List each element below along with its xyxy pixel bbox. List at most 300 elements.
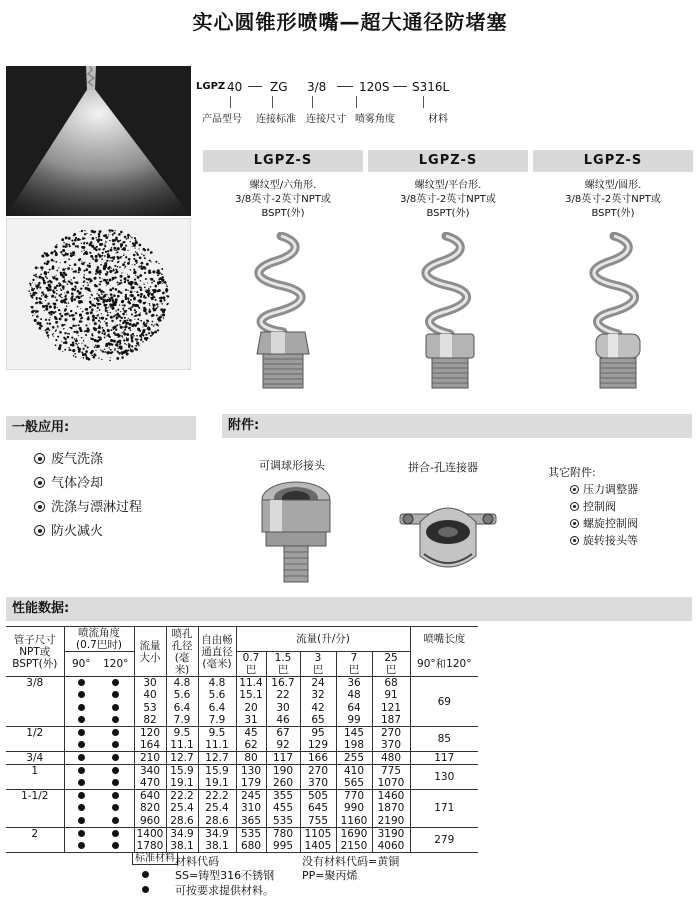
pressure-header xyxy=(372,652,410,677)
filled-dot-icon xyxy=(78,817,85,824)
table-cell: 12.7 xyxy=(198,752,236,765)
nozzle-flat-image xyxy=(410,232,490,392)
table-row xyxy=(6,714,478,727)
code-part: S316L xyxy=(412,80,450,94)
table-cell: 470 xyxy=(134,777,166,790)
desc-line: 螺纹型/六角形. xyxy=(249,180,317,191)
length-header: 喷嘴长度 xyxy=(423,633,466,646)
filled-dot-icon xyxy=(112,691,119,698)
pressure-header xyxy=(266,652,300,677)
angle-dot-cell xyxy=(98,714,134,727)
model-title: LGPZ-S xyxy=(203,150,363,172)
nozzle-length-cell: 130 xyxy=(434,771,455,783)
table-cell: 640 xyxy=(134,790,166,803)
header-line: 自由畅 xyxy=(201,633,233,646)
table-cell: 91 xyxy=(372,689,410,702)
divider xyxy=(312,96,313,108)
filled-dot-icon xyxy=(112,704,119,711)
pipe-size-cell: 3/4 xyxy=(6,752,64,765)
filled-dot-icon xyxy=(78,804,85,811)
model-code xyxy=(196,80,496,94)
table-cell: 53 xyxy=(134,702,166,715)
filled-dot-icon xyxy=(112,716,119,723)
table-cell: 120 xyxy=(134,727,166,740)
table-cell: 7.9 xyxy=(198,714,236,727)
table-cell: 82 xyxy=(134,714,166,727)
filled-dot-icon xyxy=(78,741,85,748)
table-cell: 16.7 xyxy=(266,677,300,690)
pipe-size-cell: 1/2 xyxy=(6,727,64,752)
table-cell: 820 xyxy=(134,802,166,815)
filled-dot-icon xyxy=(78,754,85,761)
divider xyxy=(393,86,407,87)
table-cell: 6.4 xyxy=(198,702,236,715)
table-cell: 40 xyxy=(134,689,166,702)
table-cell: 4.8 xyxy=(198,677,236,690)
table-row xyxy=(6,702,478,715)
list-item xyxy=(34,448,142,472)
nozzle-length-cell: 117 xyxy=(434,752,455,764)
table-cell: 11.4 xyxy=(236,677,266,690)
table-cell: 245 xyxy=(236,790,266,803)
table-cell: 48 xyxy=(336,689,372,702)
desc-line: BSPT(外) xyxy=(261,208,305,219)
table-cell: 210 xyxy=(134,752,166,765)
table-cell: 775 xyxy=(372,765,410,778)
list-item-label: 洗涤与漂淋过程 xyxy=(51,500,143,515)
table-row xyxy=(6,739,478,752)
accessory-label: 可调球形接头 xyxy=(259,459,325,472)
table-row xyxy=(6,677,478,690)
table-cell: 2150 xyxy=(336,840,372,853)
table-cell: 99 xyxy=(336,714,372,727)
desc-line: BSPT(外) xyxy=(426,208,470,219)
header-line: (0.7巴时) xyxy=(76,639,122,651)
model-title: LGPZ-S xyxy=(533,150,693,172)
nozzle-length-cell: 279 xyxy=(434,833,455,846)
nozzle-hex-image xyxy=(243,232,323,392)
desc-line: 螺纹型/平台形. xyxy=(414,180,482,191)
angle-dot-cell xyxy=(64,827,98,840)
performance-heading: 性能数据: xyxy=(6,597,692,621)
code-label: 连接标准 xyxy=(256,114,296,125)
table-cell: 24 xyxy=(300,677,336,690)
table-cell: 365 xyxy=(236,815,266,828)
desc-line: 螺纹型/圆形. xyxy=(584,180,642,191)
table-cell: 30 xyxy=(134,677,166,690)
header-line: 25 xyxy=(384,652,398,664)
pressure-header xyxy=(300,652,336,677)
list-item xyxy=(570,481,638,498)
table-cell: 64 xyxy=(336,702,372,715)
circle-bullet-icon xyxy=(570,519,579,528)
table-cell: 4.8 xyxy=(166,677,198,690)
spray-pattern-photo xyxy=(6,218,191,370)
table-cell: 187 xyxy=(372,714,410,727)
table-cell: 370 xyxy=(372,739,410,752)
filled-dot-icon xyxy=(112,741,119,748)
pipe-size-header xyxy=(6,627,64,677)
angle-dot-cell xyxy=(64,840,98,853)
table-cell: 270 xyxy=(300,765,336,778)
header-line: 7 xyxy=(350,652,358,664)
table-cell: 7.9 xyxy=(166,714,198,727)
header-line: 大小 xyxy=(139,651,161,664)
applications-heading: 一般应用: xyxy=(6,416,196,440)
other-accessories-list xyxy=(570,481,638,549)
table-cell: 6.4 xyxy=(166,702,198,715)
table-cell: 38.1 xyxy=(198,840,236,853)
material-code-heading: 材料代码 xyxy=(175,855,219,868)
table-cell: 1400 xyxy=(134,827,166,840)
table-cell: 1070 xyxy=(372,777,410,790)
performance-table xyxy=(6,626,478,853)
table-cell: 19.1 xyxy=(198,777,236,790)
code-label: 产品型号 xyxy=(202,114,242,125)
table-cell: 3190 xyxy=(372,827,410,840)
table-cell: 1460 xyxy=(372,790,410,803)
filled-dot-icon xyxy=(112,779,119,786)
filled-dot-icon xyxy=(78,842,85,849)
list-item-label: 气体冷却 xyxy=(51,476,104,491)
angle-dot-cell xyxy=(98,840,134,853)
angle-dot-cell xyxy=(64,790,98,803)
header-line: 3 xyxy=(314,652,322,664)
table-cell: 1780 xyxy=(134,840,166,853)
angle-dot-cell xyxy=(64,702,98,715)
list-item xyxy=(34,472,142,496)
table-cell: 2190 xyxy=(372,815,410,828)
header-line: 喷孔 xyxy=(171,627,193,640)
table-row xyxy=(6,790,478,803)
table-cell: 535 xyxy=(236,827,266,840)
filled-dot-icon xyxy=(112,792,119,799)
material-ss: SS=铸型316不锈钢 xyxy=(175,869,275,882)
divider xyxy=(337,86,353,87)
table-cell: 780 xyxy=(266,827,300,840)
table-cell: 129 xyxy=(300,739,336,752)
angle-dot-cell xyxy=(64,752,98,765)
list-item-label: 控制阀 xyxy=(583,500,616,513)
angle-90-header: 90° xyxy=(64,652,98,677)
table-row xyxy=(6,840,478,853)
angle-120-header: 120° xyxy=(98,652,134,677)
filled-dot-icon xyxy=(112,754,119,761)
filled-dot-icon xyxy=(78,704,85,711)
table-row xyxy=(6,827,478,840)
spray-side-photo xyxy=(6,66,191,216)
material-dot xyxy=(142,868,149,881)
material-none: 没有材料代码=黄铜 xyxy=(302,855,400,868)
model-description xyxy=(533,179,693,221)
header-line: (毫米) xyxy=(202,657,232,670)
list-item xyxy=(34,496,142,520)
table-cell: 1160 xyxy=(336,815,372,828)
table-cell: 80 xyxy=(236,752,266,765)
table-cell: 770 xyxy=(336,790,372,803)
other-accessories-heading: 其它附件: xyxy=(548,466,596,479)
angle-dot-cell xyxy=(98,777,134,790)
header-line: NPT或 xyxy=(19,645,51,658)
table-cell: 255 xyxy=(336,752,372,765)
table-cell: 164 xyxy=(134,739,166,752)
header-line: 巴 xyxy=(277,664,289,676)
circle-bullet-icon xyxy=(570,485,579,494)
nozzle-length-cell: 85 xyxy=(437,733,451,745)
table-cell: 9.5 xyxy=(166,727,198,740)
filled-dot-icon xyxy=(78,779,85,786)
pressure-header xyxy=(236,652,266,677)
table-cell: 22.2 xyxy=(198,790,236,803)
header-line: 巴 xyxy=(348,664,360,676)
table-cell: 9.5 xyxy=(198,727,236,740)
angle-dot-cell xyxy=(98,752,134,765)
filled-dot-icon xyxy=(78,716,85,723)
filled-dot-icon xyxy=(112,804,119,811)
table-cell: 270 xyxy=(372,727,410,740)
table-cell: 34.9 xyxy=(198,827,236,840)
accessories-heading: 附件: xyxy=(222,414,692,438)
table-cell: 19.1 xyxy=(166,777,198,790)
list-item xyxy=(570,532,638,549)
filled-dot-icon xyxy=(112,729,119,736)
model-description xyxy=(203,179,363,221)
table-cell: 25.4 xyxy=(198,802,236,815)
accessory-label: 拼合-孔连接器 xyxy=(408,461,478,474)
standard-material-label: 标准材料 xyxy=(132,852,178,865)
header-line: 巴 xyxy=(312,664,324,676)
angle-dot-cell xyxy=(98,689,134,702)
desc-line: 3/8英寸-2英寸NPT或 xyxy=(235,194,331,205)
list-item-label: 螺旋控制阀 xyxy=(583,517,638,530)
table-cell: 11.1 xyxy=(166,739,198,752)
angle-dot-cell xyxy=(98,815,134,828)
table-cell: 20 xyxy=(236,702,266,715)
pipe-size-cell: 3/8 xyxy=(6,677,64,727)
header-line: 巴 xyxy=(245,664,257,676)
filled-dot-icon xyxy=(78,729,85,736)
table-cell: 260 xyxy=(266,777,300,790)
table-cell: 22 xyxy=(266,689,300,702)
table-cell: 92 xyxy=(266,739,300,752)
table-cell: 5.6 xyxy=(166,689,198,702)
table-cell: 121 xyxy=(372,702,410,715)
table-cell: 990 xyxy=(336,802,372,815)
circle-bullet-icon xyxy=(570,502,579,511)
header-line: 管子尺寸 xyxy=(13,633,56,646)
filled-dot-icon xyxy=(112,830,119,837)
table-cell: 65 xyxy=(300,714,336,727)
table-row xyxy=(6,727,478,740)
divider xyxy=(248,86,262,87)
table-cell: 25.4 xyxy=(166,802,198,815)
model-title: LGPZ-S xyxy=(368,150,528,172)
circle-bullet-icon xyxy=(34,501,45,512)
divider xyxy=(423,96,424,108)
table-cell: 960 xyxy=(134,815,166,828)
angle-dot-cell xyxy=(98,677,134,690)
table-cell: 680 xyxy=(236,840,266,853)
table-cell: 1870 xyxy=(372,802,410,815)
pipe-size-cell: 1 xyxy=(6,765,64,790)
table-cell: 480 xyxy=(372,752,410,765)
code-label: 喷雾角度 xyxy=(355,114,395,125)
angle-dot-cell xyxy=(98,790,134,803)
filled-dot-icon xyxy=(78,792,85,799)
angle-dot-cell xyxy=(64,727,98,740)
code-part: 3/8 xyxy=(307,80,327,94)
angle-dot-cell xyxy=(64,815,98,828)
table-cell: 130 xyxy=(236,765,266,778)
spray-angle-header xyxy=(64,627,134,652)
circle-bullet-icon xyxy=(34,477,45,488)
code-part: LGPZ xyxy=(196,81,226,92)
circle-bullet-icon xyxy=(570,536,579,545)
table-cell: 30 xyxy=(266,702,300,715)
divider xyxy=(230,96,231,108)
list-item xyxy=(570,498,638,515)
filled-dot-icon xyxy=(78,679,85,686)
header-line: (毫米) xyxy=(174,651,190,676)
table-cell: 15.9 xyxy=(198,765,236,778)
table-cell: 1405 xyxy=(300,840,336,853)
table-cell: 645 xyxy=(300,802,336,815)
divider xyxy=(356,96,357,108)
divider xyxy=(272,96,273,108)
length-subheader: 90°和120° xyxy=(417,657,472,670)
angle-dot-cell xyxy=(64,765,98,778)
ball-joint-image xyxy=(256,478,336,586)
list-item xyxy=(570,515,638,532)
material-custom: 可按要求提供材料。 xyxy=(175,884,274,897)
table-cell: 355 xyxy=(266,790,300,803)
filled-dot-icon xyxy=(78,767,85,774)
table-cell: 190 xyxy=(266,765,300,778)
header-line: BSPT(外) xyxy=(12,657,58,670)
circle-bullet-icon xyxy=(34,525,45,536)
nozzle-round-image xyxy=(578,232,658,392)
table-cell: 12.7 xyxy=(166,752,198,765)
table-cell: 68 xyxy=(372,677,410,690)
table-cell: 505 xyxy=(300,790,336,803)
angle-dot-cell xyxy=(98,827,134,840)
table-cell: 145 xyxy=(336,727,372,740)
table-cell: 198 xyxy=(336,739,372,752)
angle-dot-cell xyxy=(64,777,98,790)
list-item-label: 旋转接头等 xyxy=(583,534,638,547)
table-cell: 455 xyxy=(266,802,300,815)
table-row xyxy=(6,777,478,790)
table-cell: 179 xyxy=(236,777,266,790)
angle-dot-cell xyxy=(64,689,98,702)
header-line: 1.5 xyxy=(274,652,292,664)
table-cell: 565 xyxy=(336,777,372,790)
filled-dot-icon xyxy=(112,767,119,774)
desc-line: 3/8英寸-2英寸NPT或 xyxy=(400,194,496,205)
angle-dot-cell xyxy=(98,727,134,740)
table-cell: 62 xyxy=(236,739,266,752)
header-line: 孔径 xyxy=(171,639,193,652)
header-line: 通直径 xyxy=(201,645,233,658)
pressure-header xyxy=(336,652,372,677)
table-cell: 117 xyxy=(266,752,300,765)
angle-dot-cell xyxy=(98,702,134,715)
table-cell: 67 xyxy=(266,727,300,740)
filled-dot-icon xyxy=(112,679,119,686)
table-cell: 28.6 xyxy=(198,815,236,828)
nozzle-length-cell: 69 xyxy=(437,695,451,708)
table-cell: 45 xyxy=(236,727,266,740)
flow-size-header xyxy=(134,627,166,677)
table-cell: 5.6 xyxy=(198,689,236,702)
table-cell: 42 xyxy=(300,702,336,715)
code-part: ZG xyxy=(270,80,288,94)
page-title: 实心圆锥形喷嘴—超大通径防堵塞 xyxy=(192,10,508,34)
desc-line: 3/8英寸-2英寸NPT或 xyxy=(565,194,661,205)
header-line: 流量 xyxy=(139,639,161,652)
list-item-label: 废气洗涤 xyxy=(51,452,104,467)
code-label: 连接尺寸 xyxy=(306,114,346,125)
angle-dot-cell xyxy=(98,802,134,815)
table-cell: 370 xyxy=(300,777,336,790)
angle-dot-cell xyxy=(64,739,98,752)
applications-list xyxy=(34,448,142,544)
table-cell: 15.1 xyxy=(236,689,266,702)
table-cell: 166 xyxy=(300,752,336,765)
model-description xyxy=(368,179,528,221)
table-cell: 755 xyxy=(300,815,336,828)
table-cell: 34.9 xyxy=(166,827,198,840)
table-row xyxy=(6,689,478,702)
material-pp: PP=聚丙烯 xyxy=(302,869,358,882)
code-label: 材料 xyxy=(428,114,448,125)
table-cell: 95 xyxy=(300,727,336,740)
table-row xyxy=(6,765,478,778)
table-cell: 4060 xyxy=(372,840,410,853)
pipe-size-cell: 1-1/2 xyxy=(6,790,64,828)
angle-dot-cell xyxy=(98,739,134,752)
table-cell: 310 xyxy=(236,802,266,815)
passage-header xyxy=(198,627,236,677)
flow-header: 流量(升/分) xyxy=(236,627,410,652)
table-row xyxy=(6,802,478,815)
table-cell: 28.6 xyxy=(166,815,198,828)
material-dot xyxy=(142,883,149,896)
code-part: 40 xyxy=(227,80,243,94)
list-item xyxy=(34,520,142,544)
table-cell: 1105 xyxy=(300,827,336,840)
table-cell: 995 xyxy=(266,840,300,853)
table-cell: 46 xyxy=(266,714,300,727)
circle-bullet-icon xyxy=(34,453,45,464)
table-cell: 22.2 xyxy=(166,790,198,803)
table-cell: 11.1 xyxy=(198,739,236,752)
list-item-label: 防火减火 xyxy=(51,524,104,539)
angle-dot-cell xyxy=(64,802,98,815)
pipe-size-cell: 2 xyxy=(6,827,64,852)
angle-dot-cell xyxy=(64,714,98,727)
filled-dot-icon xyxy=(112,842,119,849)
angle-dot-cell xyxy=(64,677,98,690)
table-cell: 36 xyxy=(336,677,372,690)
header-line: 喷流角度 xyxy=(78,627,120,639)
table-cell: 32 xyxy=(300,689,336,702)
angle-dot-cell xyxy=(98,765,134,778)
table-row xyxy=(6,815,478,828)
desc-line: BSPT(外) xyxy=(591,208,635,219)
table-cell: 15.9 xyxy=(166,765,198,778)
code-part: 120S xyxy=(359,80,390,94)
